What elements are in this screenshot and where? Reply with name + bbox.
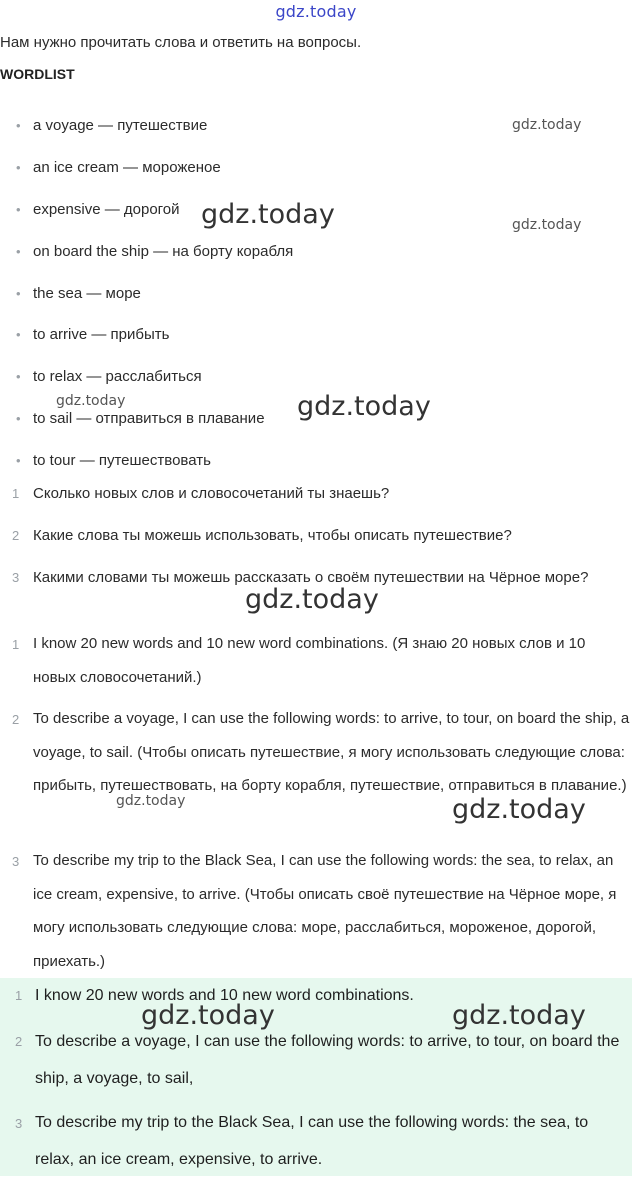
short-answer-number: 1: [15, 988, 23, 1003]
watermark: gdz.today: [452, 1000, 586, 1031]
wordlist-item: [16, 452, 211, 469]
wordlist-item-text: an ice cream — мороженое: [33, 159, 221, 176]
question-text: Какие слова ты можешь использовать, чтобы описать путешествие?: [33, 527, 512, 544]
wordlist-item: [16, 410, 265, 427]
question-number: 2: [12, 528, 20, 543]
wordlist-item-text: to arrive — прибыть: [33, 326, 170, 343]
wordlist-item: [16, 117, 207, 134]
short-answer-text: I know 20 new words and 10 new word combinations.: [35, 987, 414, 1004]
watermark: gdz.today: [141, 1000, 275, 1031]
watermark: gdz.today: [512, 117, 582, 133]
wordlist-item: [16, 368, 202, 385]
answer-text: To describe my trip to the Black Sea, I can use the following words: the sea, to relax, an ice cream, expensive, to arrive. (Чтобы описать своё путешествие на Чёрное море, я могу использовать следующие слова: море, расслабиться, мороженое, дорогой, приехать.): [33, 852, 617, 970]
wordlist-item: [16, 285, 141, 302]
intro-text: Нам нужно прочитать слова и ответить на вопросы.: [0, 34, 362, 51]
bullet-icon: •: [16, 327, 21, 342]
question-number: 3: [12, 570, 20, 585]
bullet-icon: •: [16, 244, 21, 259]
short-answer-text: To describe my trip to the Black Sea, I can use the following words: the sea, to relax, an ice cream, expensive, to arrive.: [35, 1114, 589, 1168]
wordlist-item-text: to relax — расслабиться: [33, 368, 202, 385]
bullet-icon: •: [16, 453, 21, 468]
wordlist-item: [16, 243, 293, 260]
wordlist-item: [16, 159, 221, 176]
watermark: gdz.today: [116, 793, 186, 809]
wordlist-item-text: to tour — путешествовать: [33, 452, 211, 469]
wordlist-item: [16, 201, 180, 218]
bullet-icon: •: [16, 411, 21, 426]
wordlist-item-text: on board the ship — на борту корабля: [33, 243, 294, 260]
wordlist-title: WORDLIST: [0, 66, 75, 82]
question-text: Сколько новых слов и словосочетаний ты знаешь?: [33, 485, 390, 502]
bullet-icon: •: [16, 118, 21, 133]
watermark: gdz.today: [245, 584, 379, 615]
bullet-icon: •: [16, 369, 21, 384]
watermark: gdz.today: [452, 794, 586, 825]
watermark: gdz.today: [297, 391, 431, 422]
question-text: Какими словами ты можешь рассказать о своём путешествии на Чёрное море?: [33, 569, 589, 586]
site-logo[interactable]: gdz.today: [275, 2, 357, 21]
question-number: 1: [12, 486, 20, 501]
bullet-icon: •: [16, 160, 21, 175]
short-answer-number: 2: [15, 1034, 23, 1049]
watermark: gdz.today: [56, 393, 126, 409]
wordlist-item-text: to sail — отправиться в плавание: [33, 410, 265, 427]
answer-text: To describe a voyage, I can use the following words: to arrive, to tour, on board the ship, a voyage, to sail. (Чтобы описать путешествие, я могу использовать следующие слова: прибыть, путешествовать, на борту корабля, путешествие, отправиться в плавание.): [33, 710, 630, 794]
answer-number: 2: [12, 712, 20, 727]
answer-number: 1: [12, 637, 20, 652]
wordlist-item-text: expensive — дорогой: [33, 201, 180, 218]
watermark: gdz.today: [201, 199, 335, 230]
bullet-icon: •: [16, 202, 21, 217]
bullet-icon: •: [16, 286, 21, 301]
answer-number: 3: [12, 854, 20, 869]
short-answer-text: To describe a voyage, I can use the following words: to arrive, to tour, on board the ship, a voyage, to sail,: [35, 1033, 620, 1087]
answer-text: I know 20 new words and 10 new word combinations. (Я знаю 20 новых слов и 10 новых словосочетаний.): [33, 635, 586, 686]
wordlist-item-text: the sea — море: [33, 285, 141, 302]
wordlist-item: [16, 326, 169, 343]
short-answer-number: 3: [15, 1116, 23, 1131]
watermark: gdz.today: [512, 217, 582, 233]
wordlist-item-text: a voyage — путешествие: [33, 117, 208, 134]
